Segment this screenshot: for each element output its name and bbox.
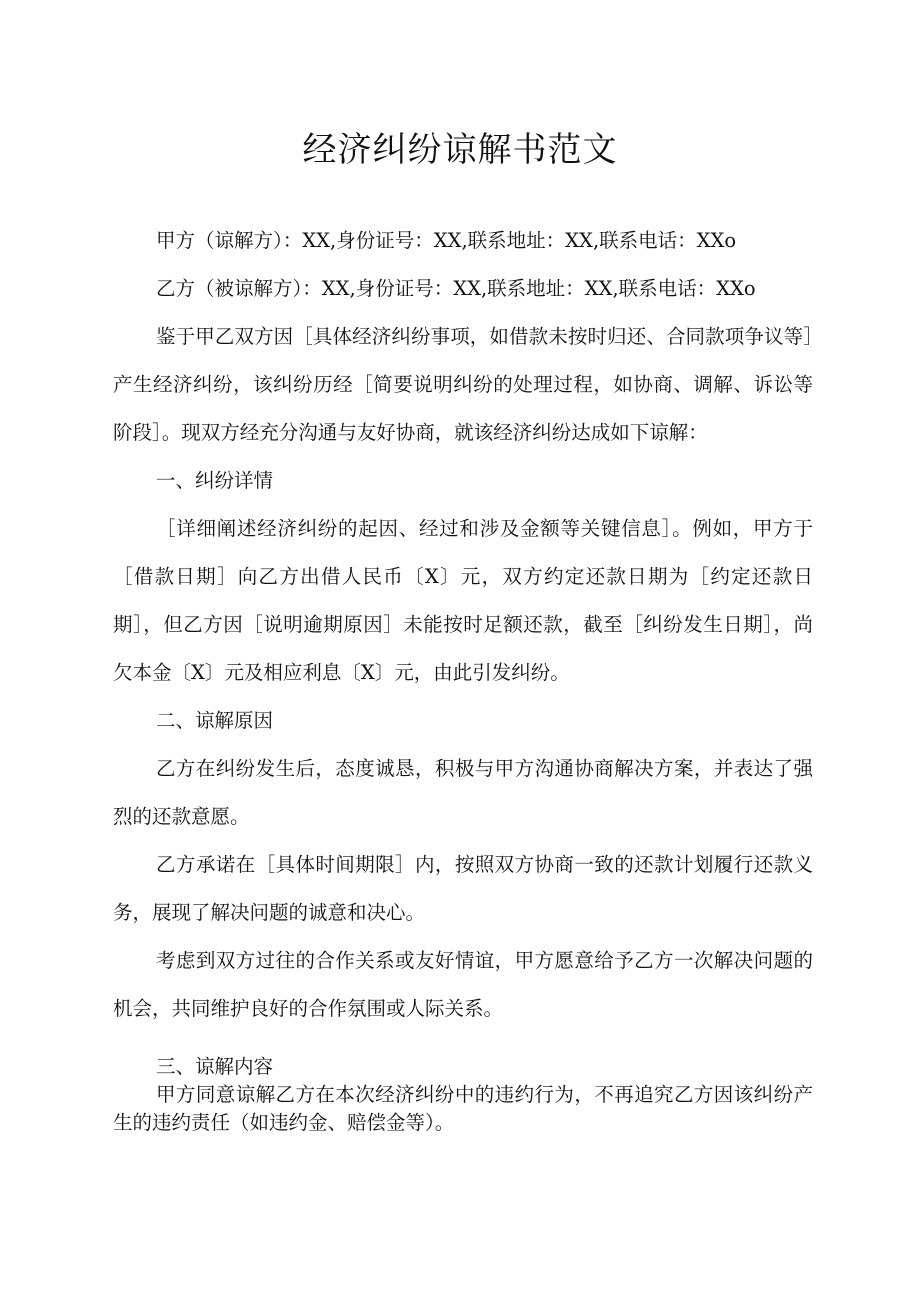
section-3-paragraph: 甲方同意谅解乙方在本次经济纠纷中的违约行为，不再追究乙方因该纠纷产生的违约责任（如违约金、赔偿金等）。	[113, 1083, 813, 1134]
section-2-paragraph-2: 乙方承诺在［具体时间期限］内，按照双方协商一致的还款计划履行还款义务，展现了解决问题的诚意和决心。	[113, 853, 813, 924]
section-2-heading: 二、谅解原因	[156, 709, 274, 732]
section-3-heading: 三、谅解内容	[156, 1055, 274, 1078]
section-2-paragraph-1: 乙方在纠纷发生后，态度诚恳，积极与甲方沟通协商解决方案，并表达了强烈的还款意愿。	[113, 757, 813, 828]
document-body	[113, 217, 813, 1033]
section-1-heading: 一、纠纷详情	[156, 469, 274, 492]
document-title: 经济纠纷谅解书范文	[302, 130, 618, 170]
section-3	[113, 1053, 813, 1137]
section-1-paragraph: ［详细阐述经济纠纷的起因、经过和涉及金额等关键信息］。例如，甲方于［借款日期］向乙方出借人民币〔X〕元，双方约定还款日期为［约定还款日期］，但乙方因［说明逾期原因］未能按时足额还款，截至［纠纷发生日期］，尚欠本金〔X〕元及相应利息〔X〕元，由此引发纠纷。	[113, 517, 813, 684]
party-b-line: 乙方（被谅解方）：XX,身份证号：XX,联系地址：XX,联系电话：XXo	[156, 277, 756, 300]
intro-paragraph: 鉴于甲乙双方因［具体经济纠纷事项，如借款未按时归还、合同款项争议等］产生经济纠纷，该纠纷历经［简要说明纠纷的处理过程，如协商、调解、诉讼等阶段］。现双方经充分沟通与友好协商，就该经济纠纷达成如下谅解：	[113, 325, 813, 444]
section-2-paragraph-3: 考虑到双方过往的合作关系或友好情谊，甲方愿意给予乙方一次解决问题的机会，共同维护良好的合作氛围或人际关系。	[113, 949, 813, 1020]
party-a-line: 甲方（谅解方）：XX,身份证号：XX,联系地址：XX,联系电话：XXo	[156, 229, 737, 252]
